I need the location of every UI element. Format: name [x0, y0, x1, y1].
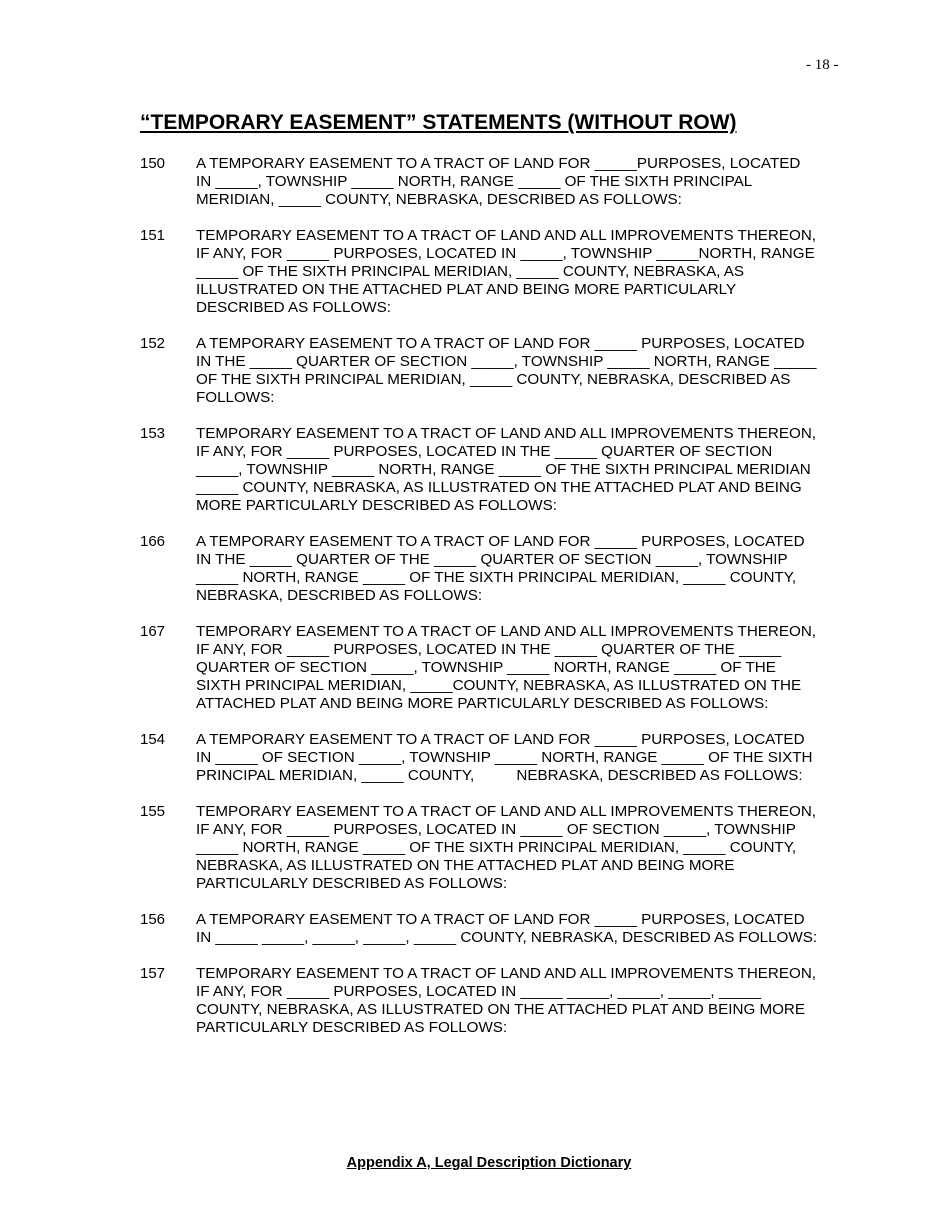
statement-line: A TEMPORARY EASEMENT TO A TRACT OF LAND FOR _____ PURPOSES, LOCATED — [196, 911, 805, 928]
statement-number: 151 — [140, 227, 166, 244]
statement-entry — [140, 227, 840, 317]
statement-line: DESCRIBED AS FOLLOWS: — [196, 299, 391, 316]
statement-text — [196, 533, 840, 605]
statement-entry — [140, 911, 840, 947]
statement-line: SIXTH PRINCIPAL MERIDIAN, _____COUNTY, NEBRASKA, AS ILLUSTRATED ON THE — [196, 677, 802, 694]
statement-text — [196, 911, 840, 947]
statement-number: 152 — [140, 335, 166, 352]
statement-entry — [140, 335, 840, 407]
statement-entry — [140, 533, 840, 605]
statement-line: ILLUSTRATED ON THE ATTACHED PLAT AND BEING MORE PARTICULARLY — [196, 281, 737, 298]
statement-line: TEMPORARY EASEMENT TO A TRACT OF LAND AND ALL IMPROVEMENTS THEREON, — [196, 425, 817, 442]
statement-text — [196, 425, 840, 515]
statement-number: 167 — [140, 623, 166, 640]
statement-entry — [140, 803, 840, 893]
statement-line: COUNTY, NEBRASKA, AS ILLUSTRATED ON THE ATTACHED PLAT AND BEING MORE — [196, 1001, 806, 1018]
statement-line: PRINCIPAL MERIDIAN, _____ COUNTY, NEBRASKA, DESCRIBED AS FOLLOWS: — [196, 767, 803, 784]
statement-entry — [140, 623, 840, 713]
statement-line: PARTICULARLY DESCRIBED AS FOLLOWS: — [196, 875, 508, 892]
statement-line: OF THE SIXTH PRINCIPAL MERIDIAN, _____ COUNTY, NEBRASKA, DESCRIBED AS — [196, 371, 791, 388]
statement-text — [196, 731, 840, 785]
statement-entry — [140, 155, 840, 209]
statement-text — [196, 227, 840, 317]
statement-line: IN _____, TOWNSHIP _____ NORTH, RANGE _____ OF THE SIXTH PRINCIPAL — [196, 173, 753, 190]
statement-number: 155 — [140, 803, 166, 820]
statement-line: NEBRASKA, AS ILLUSTRATED ON THE ATTACHED PLAT AND BEING MORE — [196, 857, 735, 874]
statement-number: 154 — [140, 731, 166, 748]
statement-line: TEMPORARY EASEMENT TO A TRACT OF LAND AND ALL IMPROVEMENTS THEREON, — [196, 623, 817, 640]
statement-line: NEBRASKA, DESCRIBED AS FOLLOWS: — [196, 587, 483, 604]
statement-line: IN _____ _____, _____, _____, _____ COUNTY, NEBRASKA, DESCRIBED AS FOLLOWS: — [196, 929, 818, 946]
statement-line: IF ANY, FOR _____ PURPOSES, LOCATED IN _____, TOWNSHIP _____NORTH, RANGE — [196, 245, 815, 262]
statement-number: 153 — [140, 425, 166, 442]
statement-text — [196, 155, 840, 209]
statement-text — [196, 623, 840, 713]
page-number: - 18 - — [806, 57, 839, 73]
statement-line: _____ OF THE SIXTH PRINCIPAL MERIDIAN, _____ COUNTY, NEBRASKA, AS — [196, 263, 745, 280]
statement-line: _____ NORTH, RANGE _____ OF THE SIXTH PRINCIPAL MERIDIAN, _____ COUNTY, — [196, 839, 797, 856]
statement-line: _____ NORTH, RANGE _____ OF THE SIXTH PRINCIPAL MERIDIAN, _____ COUNTY, — [196, 569, 797, 586]
statement-text — [196, 803, 840, 893]
statement-line: IN THE _____ QUARTER OF THE _____ QUARTER OF SECTION _____, TOWNSHIP — [196, 551, 788, 568]
statement-line: _____ COUNTY, NEBRASKA, AS ILLUSTRATED ON THE ATTACHED PLAT AND BEING — [196, 479, 802, 496]
statement-line: A TEMPORARY EASEMENT TO A TRACT OF LAND FOR _____ PURPOSES, LOCATED — [196, 335, 805, 352]
statement-entry — [140, 425, 840, 515]
statement-line: IN _____ OF SECTION _____, TOWNSHIP _____ NORTH, RANGE _____ OF THE SIXTH — [196, 749, 813, 766]
document-title: “TEMPORARY EASEMENT” STATEMENTS (WITHOUT ROW) — [140, 111, 737, 134]
statement-line: TEMPORARY EASEMENT TO A TRACT OF LAND AND ALL IMPROVEMENTS THEREON, — [196, 965, 817, 982]
statement-line: IF ANY, FOR _____ PURPOSES, LOCATED IN _____ OF SECTION _____, TOWNSHIP — [196, 821, 796, 838]
statement-line: IF ANY, FOR _____ PURPOSES, LOCATED IN _____ _____, _____, _____, _____ — [196, 983, 762, 1000]
statement-number: 157 — [140, 965, 166, 982]
statement-line: IN THE _____ QUARTER OF SECTION _____, TOWNSHIP _____ NORTH, RANGE _____ — [196, 353, 817, 370]
statement-line: TEMPORARY EASEMENT TO A TRACT OF LAND AND ALL IMPROVEMENTS THEREON, — [196, 803, 817, 820]
footer-appendix-title: Appendix A, Legal Description Dictionary — [346, 1155, 632, 1171]
statement-entry — [140, 731, 840, 785]
statement-line: MORE PARTICULARLY DESCRIBED AS FOLLOWS: — [196, 497, 557, 514]
statement-line: IF ANY, FOR _____ PURPOSES, LOCATED IN THE _____ QUARTER OF THE _____ — [196, 641, 782, 658]
statement-text — [196, 335, 840, 407]
statement-line: TEMPORARY EASEMENT TO A TRACT OF LAND AND ALL IMPROVEMENTS THEREON, — [196, 227, 817, 244]
statement-number: 150 — [140, 155, 166, 172]
statement-line: FOLLOWS: — [196, 389, 275, 406]
statement-entry — [140, 965, 840, 1037]
statement-line: MERIDIAN, _____ COUNTY, NEBRASKA, DESCRIBED AS FOLLOWS: — [196, 191, 682, 208]
statement-line: A TEMPORARY EASEMENT TO A TRACT OF LAND FOR _____ PURPOSES, LOCATED — [196, 731, 805, 748]
statement-number: 166 — [140, 533, 166, 550]
statement-line: _____, TOWNSHIP _____ NORTH, RANGE _____ OF THE SIXTH PRINCIPAL MERIDIAN — [196, 461, 811, 478]
statement-line: QUARTER OF SECTION _____, TOWNSHIP _____ NORTH, RANGE _____ OF THE — [196, 659, 776, 676]
statement-line: A TEMPORARY EASEMENT TO A TRACT OF LAND FOR _____PURPOSES, LOCATED — [196, 155, 801, 172]
statement-text — [196, 965, 840, 1037]
statement-line: ATTACHED PLAT AND BEING MORE PARTICULARLY DESCRIBED AS FOLLOWS: — [196, 695, 769, 712]
statement-list — [140, 155, 840, 1055]
statement-line: A TEMPORARY EASEMENT TO A TRACT OF LAND FOR _____ PURPOSES, LOCATED — [196, 533, 805, 550]
statement-number: 156 — [140, 911, 166, 928]
statement-line: IF ANY, FOR _____ PURPOSES, LOCATED IN THE _____ QUARTER OF SECTION — [196, 443, 773, 460]
statement-line: PARTICULARLY DESCRIBED AS FOLLOWS: — [196, 1019, 508, 1036]
